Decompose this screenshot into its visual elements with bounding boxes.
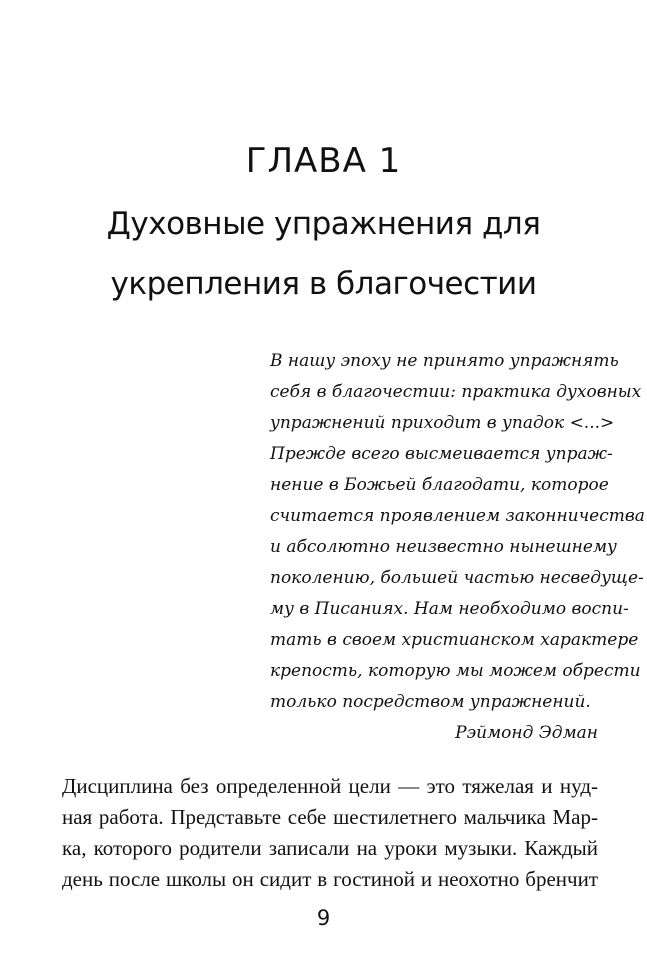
chapter-label: ГЛАВА 1 <box>245 141 402 181</box>
epigraph-author: Рэймонд Эдман <box>455 723 598 743</box>
chapter-title <box>0 194 647 314</box>
body-paragraph <box>62 771 598 895</box>
epigraph <box>270 346 645 749</box>
epigraph-line: поколению, большей частью несведуще- <box>270 568 644 588</box>
epigraph-line: му в Писаниях. Нам необходимо воспи- <box>270 599 629 619</box>
chapter-title-line: Духовные упражнения для <box>106 206 541 242</box>
epigraph-line: В нашу эпоху не принято упражнять <box>270 351 619 371</box>
epigraph-line: и абсолютно неизвестно нынешнему <box>270 537 617 557</box>
epigraph-line: Прежде всего высмеивается упраж- <box>270 444 613 464</box>
body-line: Дисциплина без определенной цели — это тяжелая и нуд- <box>62 774 598 798</box>
page-number: 9 <box>316 906 331 930</box>
epigraph-line: нение в Божьей благодати, которое <box>270 475 609 495</box>
body-line: день после школы он сидит в гостиной и неохотно бренчит <box>62 867 598 891</box>
body-line: ка, которого родители записали на уроки музыки. Каждый <box>62 836 598 860</box>
epigraph-line: крепость, которую мы можем обрести <box>270 661 641 681</box>
epigraph-line: только посредством упражнений. <box>270 692 591 712</box>
epigraph-line: себя в благочестии: практика духовных <box>270 382 642 402</box>
chapter-title-line: укрепления в благочестии <box>110 266 537 302</box>
epigraph-line: упражнений приходит в упадок <...> <box>270 413 615 433</box>
epigraph-line: тать в своем христианском характере <box>270 630 639 650</box>
body-line: ная работа. Представьте себе шестилетнего мальчика Мар- <box>62 805 598 829</box>
epigraph-line: считается проявлением законничества <box>270 506 645 526</box>
